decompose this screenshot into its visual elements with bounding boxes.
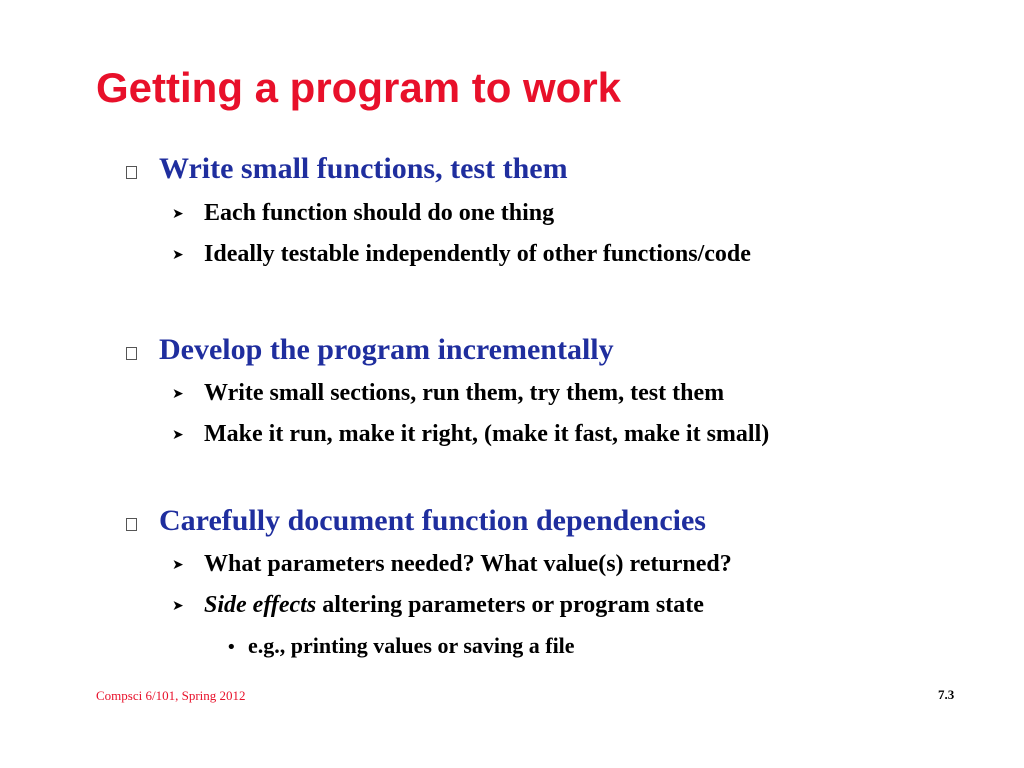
arrowhead-bullet-icon: ➤ [172,386,184,402]
bullet-point [172,241,751,268]
arrowhead-bullet-icon: ➤ [172,247,184,263]
bullet-point-text: Write small sections, run them, try them, test them [204,380,725,406]
side-effects-italic-text: Side effects [204,592,317,618]
square-bullet-icon [126,166,137,179]
square-bullet-icon [126,518,137,531]
bullet-point [172,421,769,448]
bullet-point [172,200,554,227]
bullet-point [172,592,704,619]
sub-bullet-point [226,633,575,659]
section-heading-text: Write small functions, test them [159,152,568,185]
section-heading-text: Develop the program incrementally [159,333,614,366]
bullet-point [172,380,724,407]
footer-course: Compsci 6/101, Spring 2012 [96,688,246,703]
bullet-point-text: Each function should do one thing [204,200,555,226]
bullet-point [172,551,732,578]
arrowhead-bullet-icon: ➤ [172,598,184,614]
sub-bullet-point-text: e.g., printing values or saving a file [248,633,575,658]
arrowhead-bullet-icon: ➤ [172,557,184,573]
bullet-point-text: Make it run, make it right, (make it fast, make it small) [204,421,770,447]
slide-title: Getting a program to work [96,64,622,111]
dot-bullet-icon: • [226,637,237,658]
bullet-point-text: What parameters needed? What value(s) returned? [204,551,732,577]
side-effects-rest-text: altering parameters or program state [316,592,704,618]
section-heading-text: Carefully document function dependencies [159,504,706,537]
footer-page-number: 7.3 [938,687,955,702]
bullet-point-text: Ideally testable independently of other functions/code [204,241,751,267]
section-heading-2 [126,333,614,367]
section-heading-3 [126,504,706,538]
arrowhead-bullet-icon: ➤ [172,427,184,443]
section-heading-1 [126,152,568,186]
square-bullet-icon [126,347,137,360]
arrowhead-bullet-icon: ➤ [172,206,184,222]
